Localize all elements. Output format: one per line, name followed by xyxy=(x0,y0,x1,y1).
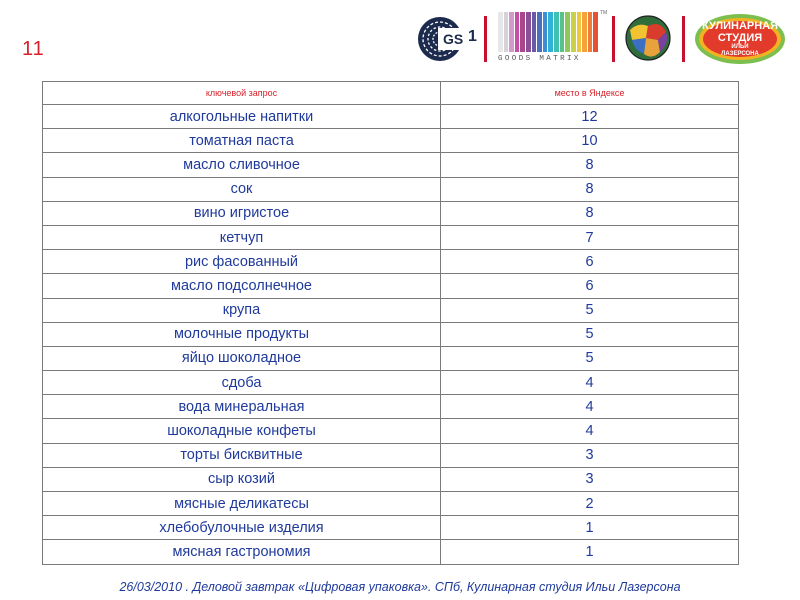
keyword-cell: мясная гастрономия xyxy=(43,540,441,564)
goods-matrix-bar xyxy=(543,12,548,52)
keyword-cell: вино игристое xyxy=(43,201,441,225)
rank-cell: 8 xyxy=(441,177,739,201)
keyword-cell: сдоба xyxy=(43,371,441,395)
studio-line-1: КУЛИНАРНАЯ xyxy=(701,20,779,32)
rank-cell: 5 xyxy=(441,346,739,370)
goods-matrix-tm: TM xyxy=(600,10,608,16)
rank-cell: 8 xyxy=(441,153,739,177)
globe-icon xyxy=(624,12,672,64)
goods-matrix-bars xyxy=(498,12,598,52)
rank-cell: 7 xyxy=(441,225,739,249)
table-row xyxy=(43,492,739,516)
slide-footer: 26/03/2010 . Деловой завтрак «Цифровая упаковка». СПб, Кулинарная студия Ильи Лазерсона xyxy=(119,580,681,594)
keyword-cell: масло сливочное xyxy=(43,153,441,177)
table-row xyxy=(43,201,739,225)
keyword-cell: крупа xyxy=(43,298,441,322)
gs1-logo-suffix: 1 xyxy=(468,28,477,45)
rank-cell: 2 xyxy=(441,492,739,516)
table-row xyxy=(43,250,739,274)
table-row xyxy=(43,516,739,540)
goods-matrix-bar xyxy=(577,12,582,52)
table-row xyxy=(43,322,739,346)
table-row xyxy=(43,346,739,370)
goods-matrix-bar xyxy=(498,12,503,52)
studio-line-4: ЛАЗЕРСОНА xyxy=(721,51,759,57)
studio-line-2: СТУДИЯ xyxy=(717,32,763,44)
page-number: 11 xyxy=(22,38,45,60)
gs1-logo-text: GS xyxy=(443,31,464,47)
table-row xyxy=(43,298,739,322)
keyword-cell: яйцо шоколадное xyxy=(43,346,441,370)
table-row xyxy=(43,105,739,129)
keyword-cell: торты бисквитные xyxy=(43,443,441,467)
goods-matrix-bar xyxy=(526,12,531,52)
rank-cell: 3 xyxy=(441,467,739,491)
goods-matrix-bar xyxy=(537,12,542,52)
keyword-cell: вода минеральная xyxy=(43,395,441,419)
table-row xyxy=(43,274,739,298)
studio-logo xyxy=(694,12,786,66)
goods-matrix-bar xyxy=(504,12,509,52)
keyword-cell: томатная паста xyxy=(43,129,441,153)
header-keyword-query: ключевой запрос xyxy=(43,82,441,105)
keyword-cell: шоколадные конфеты xyxy=(43,419,441,443)
rank-cell: 12 xyxy=(441,105,739,129)
goods-matrix-bar xyxy=(588,12,593,52)
table-row xyxy=(43,177,739,201)
keyword-cell: рис фасованный xyxy=(43,250,441,274)
keyword-cell: сыр козий xyxy=(43,467,441,491)
table-row xyxy=(43,467,739,491)
goods-matrix-bar xyxy=(532,12,537,52)
goods-matrix-bar xyxy=(560,12,565,52)
goods-matrix-bar xyxy=(548,12,553,52)
rank-cell: 6 xyxy=(441,250,739,274)
goods-matrix-logo xyxy=(498,12,608,66)
keyword-ranking-table xyxy=(42,81,739,565)
goods-matrix-bar xyxy=(520,12,525,52)
keyword-cell: хлебобулочные изделия xyxy=(43,516,441,540)
logo-bar xyxy=(416,8,786,70)
goods-matrix-bar xyxy=(565,12,570,52)
rank-cell: 1 xyxy=(441,540,739,564)
goods-matrix-bar xyxy=(515,12,520,52)
logo-separator xyxy=(612,16,615,62)
studio-logo-text xyxy=(694,20,786,58)
keyword-cell: кетчуп xyxy=(43,225,441,249)
keyword-cell: мясные деликатесы xyxy=(43,492,441,516)
rank-cell: 4 xyxy=(441,419,739,443)
globe-logo xyxy=(624,12,672,64)
goods-matrix-bar xyxy=(582,12,587,52)
table-row xyxy=(43,225,739,249)
rank-cell: 6 xyxy=(441,274,739,298)
table-row xyxy=(43,129,739,153)
table-row xyxy=(43,540,739,564)
table-header-row xyxy=(43,82,739,105)
table-row xyxy=(43,153,739,177)
goods-matrix-bar xyxy=(554,12,559,52)
keyword-cell: масло подсолнечное xyxy=(43,274,441,298)
goods-matrix-bar xyxy=(571,12,576,52)
logo-separator xyxy=(484,16,487,62)
rank-cell: 10 xyxy=(441,129,739,153)
studio-line-3: ИЛЬИ xyxy=(731,44,749,50)
logo-separator xyxy=(682,16,685,62)
table-row xyxy=(43,419,739,443)
table-row xyxy=(43,443,739,467)
rank-cell: 5 xyxy=(441,298,739,322)
rank-cell: 4 xyxy=(441,395,739,419)
header-yandex-rank: место в Яндексе xyxy=(441,82,739,105)
keyword-cell: молочные продукты xyxy=(43,322,441,346)
rank-cell: 5 xyxy=(441,322,739,346)
goods-matrix-bar xyxy=(509,12,514,52)
rank-cell: 1 xyxy=(441,516,739,540)
rank-cell: 4 xyxy=(441,371,739,395)
table-row xyxy=(43,395,739,419)
rank-cell: 3 xyxy=(441,443,739,467)
goods-matrix-bar xyxy=(593,12,598,52)
keyword-cell: сок xyxy=(43,177,441,201)
gs1-logo xyxy=(416,14,476,64)
rank-cell: 8 xyxy=(441,201,739,225)
goods-matrix-text: GOODS MATRIX xyxy=(498,55,581,63)
keyword-cell: алкогольные напитки xyxy=(43,105,441,129)
table-row xyxy=(43,371,739,395)
